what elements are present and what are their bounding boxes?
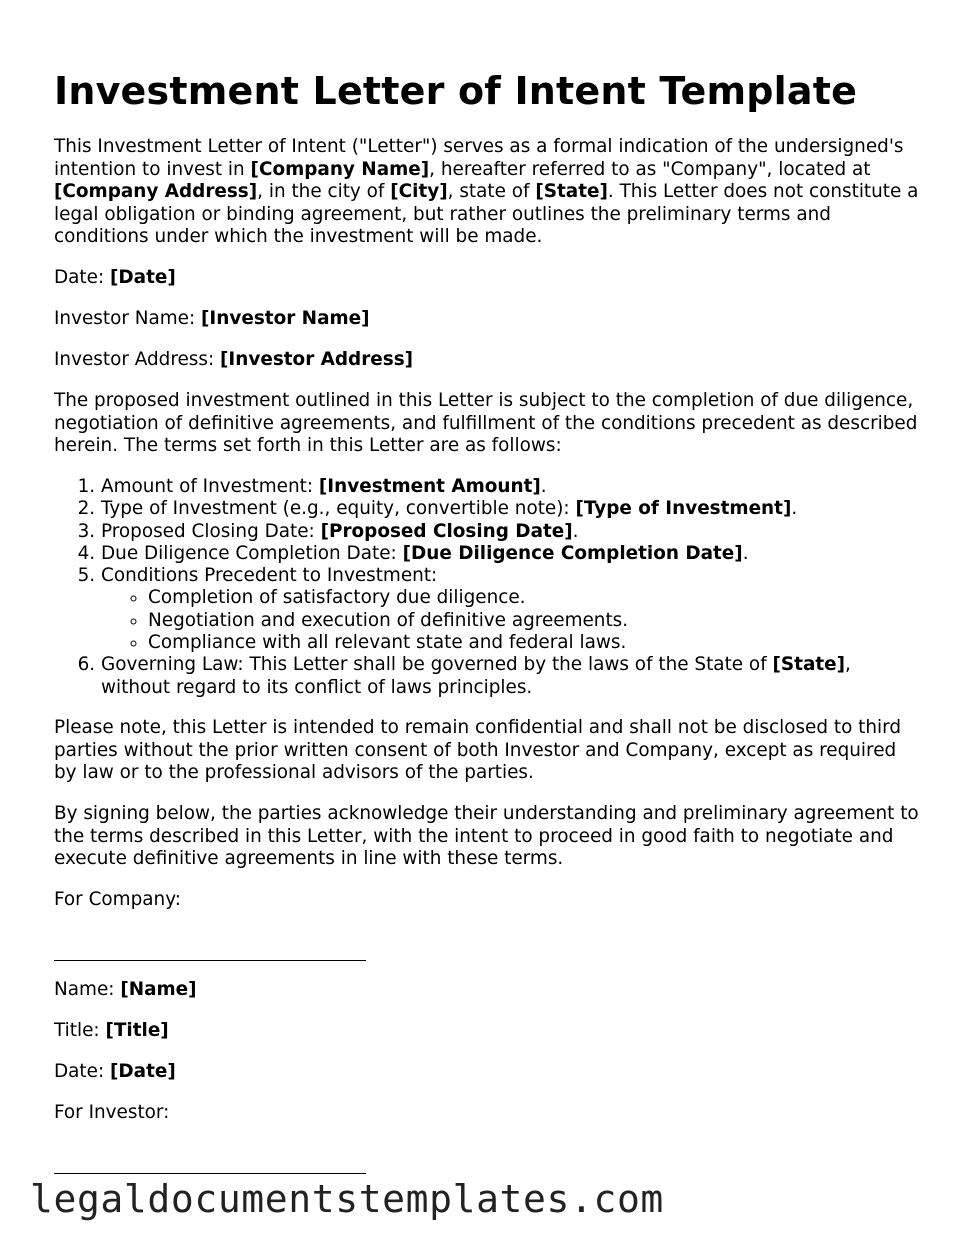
investor-address-label: Investor Address: <box>54 349 221 370</box>
term-label: Proposed Closing Date: <box>101 520 321 542</box>
term-end: . <box>791 498 798 520</box>
company-date-field <box>54 1061 924 1084</box>
term-placeholder: [Due Diligence Completion Date] <box>402 542 743 564</box>
term-placeholder: [State] <box>772 654 846 676</box>
term-item <box>101 654 924 699</box>
title-placeholder: [Title] <box>105 1020 169 1042</box>
date-field <box>54 267 924 290</box>
condition-item: ◦ Completion of satisfactory due diligence. <box>148 587 924 609</box>
company-signature-line <box>54 930 366 961</box>
date-placeholder: [Date] <box>110 267 176 288</box>
term-end: . <box>742 542 749 564</box>
name-placeholder: [Name] <box>120 979 197 1001</box>
document-title: Investment Letter of Intent Template <box>54 69 858 113</box>
intro-text: . This Letter does not constitute a legal obligation or binding agreement, but rather outlines the preliminary terms and conditions under which the investment will be made. <box>54 181 919 247</box>
investor-name-label: Investor Name: <box>54 308 202 329</box>
term-placeholder: [Investment Amount] <box>318 476 541 497</box>
state-placeholder: [State] <box>535 181 608 202</box>
term-placeholder: [Proposed Closing Date] <box>320 520 573 542</box>
condition-item: ◦ Negotiation and execution of definitive agreements. <box>148 610 924 632</box>
document-page <box>54 66 924 1174</box>
term-placeholder: [Type of Investment] <box>575 498 792 520</box>
city-placeholder: [City] <box>390 181 448 202</box>
investor-name-placeholder: [Investor Name] <box>201 308 370 329</box>
company-signature-heading: For Company: <box>54 889 181 911</box>
date-label: Date: <box>54 267 110 288</box>
term-end: . <box>540 476 547 497</box>
term-label: Type of Investment (e.g., equity, convertible note): <box>101 498 576 520</box>
term-label: Governing Law: This Letter shall be governed by the laws of the State of <box>101 654 773 676</box>
title-label: Title: <box>54 1020 106 1042</box>
investor-address-placeholder: [Investor Address] <box>220 349 414 370</box>
term-item <box>101 543 924 565</box>
proposal-paragraph: The proposed investment outlined in this Letter is subject to the completion of due diligence, negotiation of definitive agreements, and fulfillment of the conditions precedent as described herein. The terms set forth in this Letter are as follows: <box>54 390 918 456</box>
intro-text: , state of <box>447 181 536 202</box>
term-end: , without regard to its conflict of laws principles. <box>101 654 851 698</box>
term-item <box>101 498 924 520</box>
term-label: Conditions Precedent to Investment: <box>101 565 438 587</box>
date-placeholder: [Date] <box>110 1061 176 1083</box>
signing-paragraph: By signing below, the parties acknowledge their understanding and preliminary agreement to the terms described in this Letter, with the intent to proceed in good faith to negotiate and execute definitive agreements in line with these terms. <box>54 803 919 870</box>
terms-list <box>54 476 924 699</box>
investor-name-field <box>54 308 924 331</box>
company-title-field <box>54 1020 924 1043</box>
intro-text: This Investment Letter of Intent ("Letter") serves as a formal indication of the undersigned's intention to invest in <box>54 136 904 180</box>
term-item <box>101 565 924 654</box>
term-end: . <box>572 520 579 542</box>
site-watermark: legaldocumentstemplates.com <box>30 1177 664 1221</box>
term-label: Amount of Investment: <box>101 476 319 497</box>
term-item <box>101 521 924 543</box>
company-address-placeholder: [Company Address] <box>54 181 258 202</box>
conditions-sublist <box>101 587 924 654</box>
term-label: Due Diligence Completion Date: <box>101 542 403 564</box>
intro-text: , hereafter referred to as "Company", located at <box>429 158 871 180</box>
intro-paragraph <box>54 136 924 249</box>
condition-item: ◦ Compliance with all relevant state and federal laws. <box>148 632 924 654</box>
intro-text: , in the city of <box>257 181 391 202</box>
confidentiality-paragraph: Please note, this Letter is intended to remain confidential and shall not be disclosed to third parties without the prior written consent of both Investor and Company, except as required by law or to the professional advisors of the parties. <box>54 717 902 784</box>
investor-address-field <box>54 349 924 372</box>
date-label: Date: <box>54 1061 110 1083</box>
company-name-placeholder: [Company Name] <box>250 158 430 180</box>
name-label: Name: <box>54 979 121 1001</box>
term-item <box>101 476 924 498</box>
company-name-field <box>54 979 924 1002</box>
investor-signature-heading: For Investor: <box>54 1102 170 1124</box>
investor-signature-line <box>54 1143 366 1174</box>
